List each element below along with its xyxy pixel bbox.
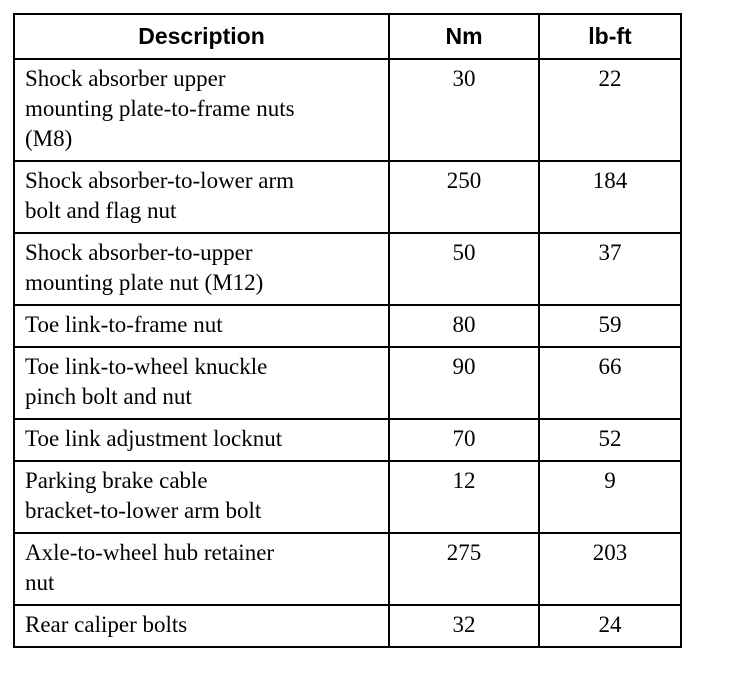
row-description: Shock absorber-to-upper mounting plate nut (M12) [14, 233, 389, 305]
torque-spec-table [13, 13, 682, 648]
row-lbft-value: 184 [539, 161, 681, 233]
table-header-row [14, 14, 681, 59]
row-nm-value: 80 [389, 305, 539, 347]
row-lbft-value: 22 [539, 59, 681, 161]
header-lbft: lb-ft [539, 14, 681, 59]
header-nm: Nm [389, 14, 539, 59]
table-row [14, 605, 681, 647]
row-description: Toe link-to-wheel knuckle pinch bolt and nut [14, 347, 389, 419]
row-lbft-value: 9 [539, 461, 681, 533]
row-lbft-value: 52 [539, 419, 681, 461]
row-nm-value: 30 [389, 59, 539, 161]
row-description: Rear caliper bolts [14, 605, 389, 647]
row-description: Toe link-to-frame nut [14, 305, 389, 347]
row-nm-value: 12 [389, 461, 539, 533]
row-nm-value: 50 [389, 233, 539, 305]
table-row [14, 419, 681, 461]
table-row [14, 59, 681, 161]
row-description: Shock absorber upper mounting plate-to-frame nuts (M8) [14, 59, 389, 161]
table-row [14, 161, 681, 233]
row-nm-value: 275 [389, 533, 539, 605]
table-row [14, 533, 681, 605]
row-description: Shock absorber-to-lower arm bolt and flag nut [14, 161, 389, 233]
row-nm-value: 32 [389, 605, 539, 647]
row-lbft-value: 24 [539, 605, 681, 647]
header-description: Description [14, 14, 389, 59]
row-lbft-value: 66 [539, 347, 681, 419]
table-row [14, 305, 681, 347]
table-row [14, 461, 681, 533]
row-lbft-value: 37 [539, 233, 681, 305]
row-nm-value: 70 [389, 419, 539, 461]
table-row [14, 347, 681, 419]
row-lbft-value: 59 [539, 305, 681, 347]
row-nm-value: 90 [389, 347, 539, 419]
row-lbft-value: 203 [539, 533, 681, 605]
row-description: Toe link adjustment locknut [14, 419, 389, 461]
row-description: Axle-to-wheel hub retainer nut [14, 533, 389, 605]
table-row [14, 233, 681, 305]
row-description: Parking brake cable bracket-to-lower arm bolt [14, 461, 389, 533]
row-nm-value: 250 [389, 161, 539, 233]
